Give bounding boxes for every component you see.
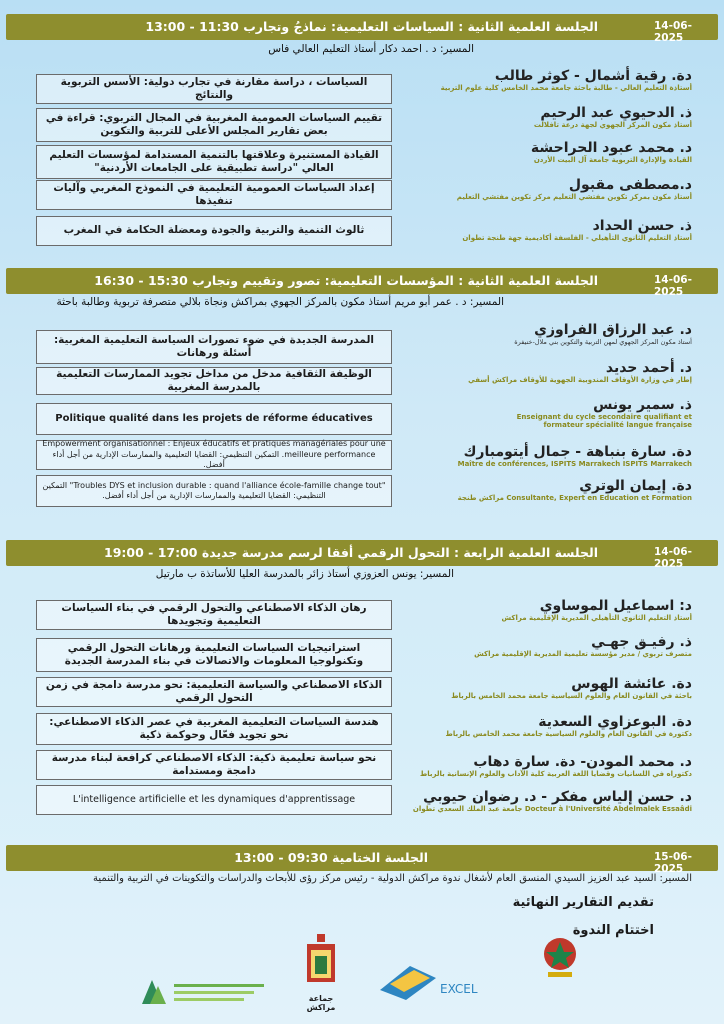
commune-logo bbox=[296, 934, 346, 1010]
speaker bbox=[457, 177, 692, 201]
talk-title: السياسات ، دراسة مقارنة في تجارب دولية: الأسس التربوية والنتائج bbox=[36, 74, 392, 104]
speaker-affiliation: باحثة في القانون العام والعلوم السياسية جامعة محمد الخامس بالرباط bbox=[451, 692, 692, 700]
speaker bbox=[462, 218, 692, 242]
speaker-affiliation: متصرف تربوي / مدير مؤسسة تعليمية المديرية الإقليمية مراكش bbox=[474, 650, 692, 658]
speaker-affiliation: أستاذ مكون بمركز تكوين مفتشي التعليم مركز تكوين مفتشي التعليم bbox=[456, 193, 692, 201]
speaker-affiliation: دكتوراه في اللسانيات وقضايا اللغة العربية كلية الآداب والعلوم الإنسانية بالرباط bbox=[419, 770, 692, 778]
session-moderator: المسير: د . احمد دكار أستاذ التعليم العالي فاس bbox=[268, 43, 474, 55]
talk-title: Politique qualité dans les projets de réforme éducatives bbox=[36, 403, 392, 435]
speaker-name: دة. عائشة الهوس bbox=[571, 676, 692, 692]
speaker bbox=[446, 714, 692, 738]
session-3-header bbox=[6, 540, 718, 570]
excel-logo-label: EXCEL bbox=[440, 982, 478, 996]
speaker bbox=[474, 634, 692, 658]
session-date: 14-06-2025 bbox=[654, 274, 692, 298]
talk-title: إعداد السياسات العمومية التعليمية في النموذج المغربي وآليات تنفيذها bbox=[36, 180, 392, 210]
session-4-header bbox=[6, 845, 718, 875]
speaker-name: ذ. سمير يونس bbox=[593, 397, 692, 413]
talk-title: رهان الذكاء الاصطناعي والتحول الرقمي في بناء السياسات التعليمية وتجويدها bbox=[36, 600, 392, 630]
speaker-name: دة. البوعزاوي السعدية bbox=[538, 714, 692, 730]
session-moderator: المسير: د . عمر أبو مريم أستاذ مكون بالمركز الجهوي بمراكش ونجاة بلالي متصرفة تربوية وطالبة باحثة bbox=[56, 296, 504, 308]
speaker-affiliation: أستاذ التعليم الثانوي التأهيلي - الفلسفة أكاديمية جهة طنجة تطوان bbox=[462, 234, 692, 242]
speaker bbox=[531, 140, 692, 164]
session-date: 14-06-2025 bbox=[654, 20, 692, 44]
speaker-name: ذ. رفيـق جهـي bbox=[591, 634, 692, 650]
closing-item: تقديم التقارير النهائية bbox=[512, 895, 654, 910]
speaker-name: دة. رقية أشمال - كوثر طالب bbox=[494, 68, 692, 84]
session-date: 14-06-2025 bbox=[654, 546, 692, 570]
talk-title: هندسة السياسات التعليمية المغربية في عصر الذكاء الاصطناعي: نحو تجويد فعّال وحوكمة ذكية bbox=[36, 713, 392, 745]
speaker bbox=[458, 444, 692, 468]
speaker-affiliation: أستاذة التعليم العالي - طالبة باحثة جامعة محمد الخامس كلية علوم التربية bbox=[440, 84, 692, 92]
speaker-name: دة. سارة بنباهة - جمال أيتومبارك bbox=[463, 444, 692, 460]
speaker-affiliation: Docteur à l'Université Abdelmalek Essaâdi جامعة عبد الملك السعدي تطوان bbox=[412, 805, 692, 813]
speaker-name: ذ. حسن الحداد bbox=[592, 218, 692, 234]
session-moderator: المسير: السيد عبد العزيز السيدي المنسق العام لأشغال ندوة مراكش الدولية - رئيس مركز رؤى للأبحاث والدراسات والتكوينات في التربية والتنمية bbox=[93, 873, 692, 884]
session-title: الجلسة العلمية الثانية : المؤسسات التعليمية: تصور وتقييم وتجارب 15:30 - 16:30 bbox=[94, 273, 598, 288]
session-2-header bbox=[6, 268, 718, 298]
speaker bbox=[514, 322, 692, 346]
talk-title: نحو سياسة تعليمية ذكية: الذكاء الاصطناعي كرافعة لبناء مدرسة دامجة ومستدامة bbox=[36, 750, 392, 780]
session-title: الجلسة العلمية الرابعة : التحول الرقمي أفقا لرسم مدرسة جديدة 17:00 - 19:00 bbox=[104, 545, 598, 560]
talk-title: L'intelligence artificielle et les dynamiques d'apprentissage bbox=[36, 785, 392, 815]
talk-title: Empowerment organisationnel : Enjeux éducatifs et pratiques managériales pour une meilleure performance. التمكين التنظيمي: القضايا التعليمية والممارسات الإدارية من أجل أداء أفضل. bbox=[36, 440, 392, 470]
session-1-header bbox=[6, 14, 718, 44]
speaker bbox=[501, 598, 692, 622]
speaker bbox=[441, 68, 692, 92]
partner-logo bbox=[136, 974, 276, 1010]
excel-logo bbox=[380, 960, 500, 1010]
closing-item: اختتام الندوة bbox=[572, 923, 654, 938]
talk-title: تقييم السياسات العمومية المغربية في المجال التربوي: قراءة في بعض تقارير المجلس الأعلى للتربية والتكوين bbox=[36, 108, 392, 142]
speaker bbox=[413, 789, 692, 813]
speaker bbox=[468, 360, 692, 384]
speaker-affiliation: Enseignant du cycle secondaire qualifiant et formateur spécialité langue française bbox=[516, 413, 692, 429]
speaker bbox=[451, 676, 692, 700]
speaker-affiliation: دكتورة في القانون العام والعلوم السياسية جامعة محمد الخامس بالرباط bbox=[445, 730, 692, 738]
speaker-affiliation: أستاذ مكون المركز الجهوي لجهة درعة تافلالت bbox=[533, 121, 692, 129]
speaker-name: د. حسن إلياس مفكر - د. رضوان حيوبي bbox=[423, 789, 692, 805]
talk-title: الذكاء الاصطناعي والسياسة التعليمية: نحو مدرسة دامجة في زمن التحول الرقمي bbox=[36, 677, 392, 707]
commune-logo-label: جماعة مراكش bbox=[306, 994, 336, 1012]
talk-title: الوظيفة الثقافية مدخل من مداخل تجويد الممارسات التعليمية بالمدرسة المغربية bbox=[36, 367, 392, 395]
speaker-name: د: اسماعيل الموساوي bbox=[539, 598, 692, 614]
speaker-name: د. محمد المودن- دة. سارة دهاب bbox=[473, 754, 692, 770]
speaker-name: د. عبد الرزاق الفراوزي bbox=[534, 322, 692, 338]
speaker-affiliation: القيادة والإدارة التربوية جامعة آل البيت الأردن bbox=[533, 156, 692, 164]
talk-title: استراتيجيات السياسات التعليمية ورهانات التحول الرقمي وتكنولوجيا المعلومات والاتصالات في بناء المدرسة الجديدة bbox=[36, 638, 392, 672]
talk-title: المدرسة الجديدة في ضوء تصورات السياسة التعليمية المغربية: أسئلة ورهانات bbox=[36, 330, 392, 364]
speaker-name: د. محمد عبود الحراحشة bbox=[530, 140, 692, 156]
talk-title: "Troubles DYS et inclusion durable : quand l'alliance école-famille change tout" التمكين التنظيمي: القضايا التعليمية والممارسات الإدارية من أجل أداء أفضل. bbox=[36, 475, 392, 507]
speaker-name: ذ. الدحيوي عبد الرحيم bbox=[540, 105, 692, 121]
speaker bbox=[534, 105, 692, 129]
session-title: الجلسة العلمية الثانية : السياسات التعليمية: نماذجُ وتجارب 11:30 - 13:00 bbox=[145, 19, 598, 34]
speaker bbox=[420, 754, 692, 778]
ministry-logo bbox=[530, 934, 590, 1010]
talk-title: القيادة المستنيرة وعلاقتها بالتنمية المستدامة لمؤسسات التعليم العالي "دراسة تطبيقية على الجامعات الأردنية" bbox=[36, 145, 392, 179]
speaker-name: د.مصطفى مقبول bbox=[568, 177, 692, 193]
speaker-affiliation: أستاذ التعليم الثانوي التأهيلي المديرية الإقليمية مراكش bbox=[501, 614, 692, 622]
session-date: 15-06-2025 bbox=[654, 851, 692, 875]
speaker-affiliation: Maître de conférences, ISPITS Marrakech ISPITS Marrakech bbox=[457, 460, 692, 468]
speaker-name: دة. إيمان الوتري bbox=[579, 478, 692, 494]
speaker-affiliation: أستاذ مكون المركز الجهوي لمهن التربية والتكوين بني ملال-خنيفرة bbox=[514, 338, 692, 346]
session-moderator: المسير: يونس العزوزي أستاذ زائر بالمدرسة العليا للأساتذة ب مارتيل bbox=[155, 568, 454, 580]
talk-title: ثالوث التنمية والتربية والجودة ومعضلة الحكامة في المغرب bbox=[36, 216, 392, 246]
speaker-affiliation: إطار في وزارة الأوقاف المندوبية الجهوية للأوقاف مراكش أسفي bbox=[468, 376, 692, 384]
speaker-name: د. أحمد حديد bbox=[605, 360, 692, 376]
speaker-affiliation: Consultante, Expert en Education et Formation مراكش طنجة bbox=[457, 494, 692, 502]
speaker bbox=[458, 478, 692, 502]
session-title: الجلسة الختامية 09:30 - 13:00 bbox=[234, 850, 428, 865]
speaker bbox=[492, 397, 692, 429]
